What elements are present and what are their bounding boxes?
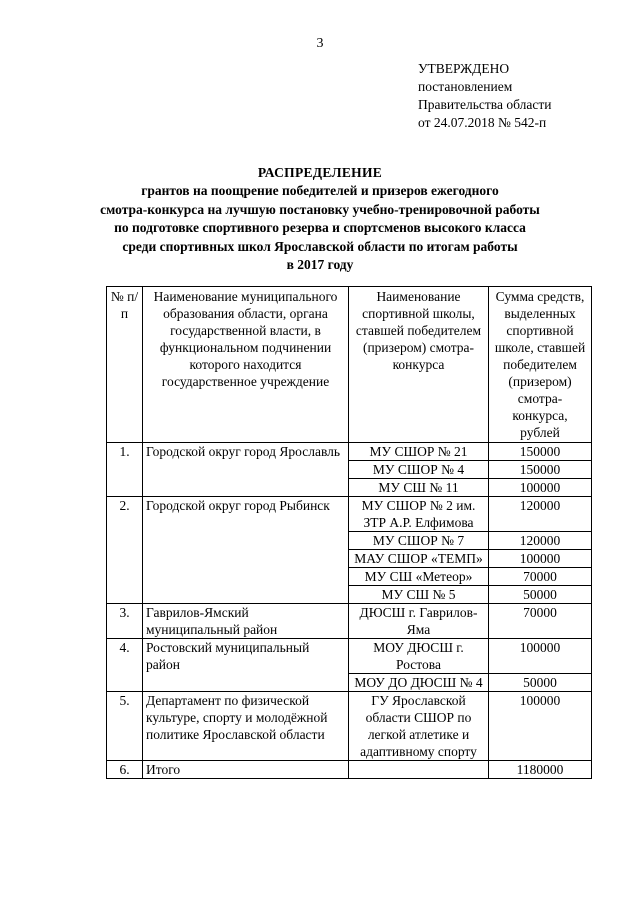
- row-number: 1.: [107, 443, 143, 497]
- approval-stamp: [418, 60, 551, 132]
- table-row: [107, 443, 592, 461]
- school-name: МАУ СШОР «ТЕМП»: [349, 550, 489, 568]
- total-amount: 1180000: [489, 761, 592, 779]
- table-row: [107, 639, 592, 674]
- row-number: 6.: [107, 761, 143, 779]
- document-heading: [0, 164, 640, 274]
- approval-line: Правительства области: [418, 97, 552, 112]
- grant-amount: 100000: [489, 692, 592, 761]
- page-number: 3: [316, 36, 324, 51]
- municipality-name: Ростовский муниципальный район: [143, 639, 349, 692]
- header-amount: Сумма средств, выделенных спортивной школе, ставшей победителем (призером) смотра-конкурса, рублей: [489, 287, 592, 443]
- grant-amount: 150000: [489, 461, 592, 479]
- grant-amount: 100000: [489, 479, 592, 497]
- municipality-name: Департамент по физической культуре, спорту и молодёжной политике Ярославской области: [143, 692, 349, 761]
- grant-amount: 120000: [489, 497, 592, 532]
- approval-line: постановлением: [418, 79, 513, 94]
- school-name: МУ СШ № 11: [349, 479, 489, 497]
- grant-amount: 50000: [489, 674, 592, 692]
- municipality-name: Городской округ город Ярославль: [143, 443, 349, 497]
- school-name: МУ СШ «Метеор»: [349, 568, 489, 586]
- heading-line: смотра-конкурса на лучшую постановку учебно-тренировочной работы: [100, 201, 540, 217]
- table-header-row: [107, 287, 592, 443]
- header-municipality: Наименование муниципального образования области, органа государственной власти, в функциональном подчинении которого находится государственное учреждение: [143, 287, 349, 443]
- heading-line: по подготовке спортивного резерва и спортсменов высокого класса: [114, 220, 526, 236]
- table-row: [107, 604, 592, 639]
- grants-table: [106, 286, 592, 779]
- municipality-name: Гаврилов-Ямский муниципальный район: [143, 604, 349, 639]
- row-number: 4.: [107, 639, 143, 692]
- school-name: МУ СШ № 5: [349, 586, 489, 604]
- school-name: МОУ ДЮСШ г. Ростова: [349, 639, 489, 674]
- approval-line: от 24.07.2018 № 542-п: [418, 115, 547, 130]
- row-number: 2.: [107, 497, 143, 604]
- grant-amount: 150000: [489, 443, 592, 461]
- approval-line: УТВЕРЖДЕНО: [418, 61, 510, 76]
- school-name: МУ СШОР № 4: [349, 461, 489, 479]
- header-num: № п/п: [107, 287, 143, 443]
- row-number: 5.: [107, 692, 143, 761]
- grant-amount: 100000: [489, 639, 592, 674]
- grant-amount: 120000: [489, 532, 592, 550]
- municipality-name: Городской округ город Рыбинск: [143, 497, 349, 604]
- heading-line: грантов на поощрение победителей и призеров ежегодного: [141, 183, 499, 199]
- school-name: МОУ ДО ДЮСШ № 4: [349, 674, 489, 692]
- table-row: [107, 497, 592, 532]
- grant-amount: 50000: [489, 586, 592, 604]
- heading-line: в 2017 году: [286, 257, 354, 273]
- header-school: Наименование спортивной школы, ставшей победителем (призером) смотра-конкурса: [349, 287, 489, 443]
- total-label: Итого: [143, 761, 349, 779]
- school-name: МУ СШОР № 21: [349, 443, 489, 461]
- school-name: МУ СШОР № 7: [349, 532, 489, 550]
- heading-line: среди спортивных школ Ярославской области по итогам работы: [122, 238, 518, 254]
- grant-amount: 70000: [489, 604, 592, 639]
- table-row: [107, 692, 592, 761]
- school-name: ДЮСШ г. Гаврилов-Яма: [349, 604, 489, 639]
- total-empty-cell: [349, 761, 489, 779]
- school-name: МУ СШОР № 2 им. ЗТР А.Р. Елфимова: [349, 497, 489, 532]
- school-name: ГУ Ярославской области СШОР по легкой атлетике и адаптивному спорту: [349, 692, 489, 761]
- grant-amount: 100000: [489, 550, 592, 568]
- total-row: [107, 761, 592, 779]
- document-title: РАСПРЕДЕЛЕНИЕ: [257, 165, 383, 180]
- grant-amount: 70000: [489, 568, 592, 586]
- row-number: 3.: [107, 604, 143, 639]
